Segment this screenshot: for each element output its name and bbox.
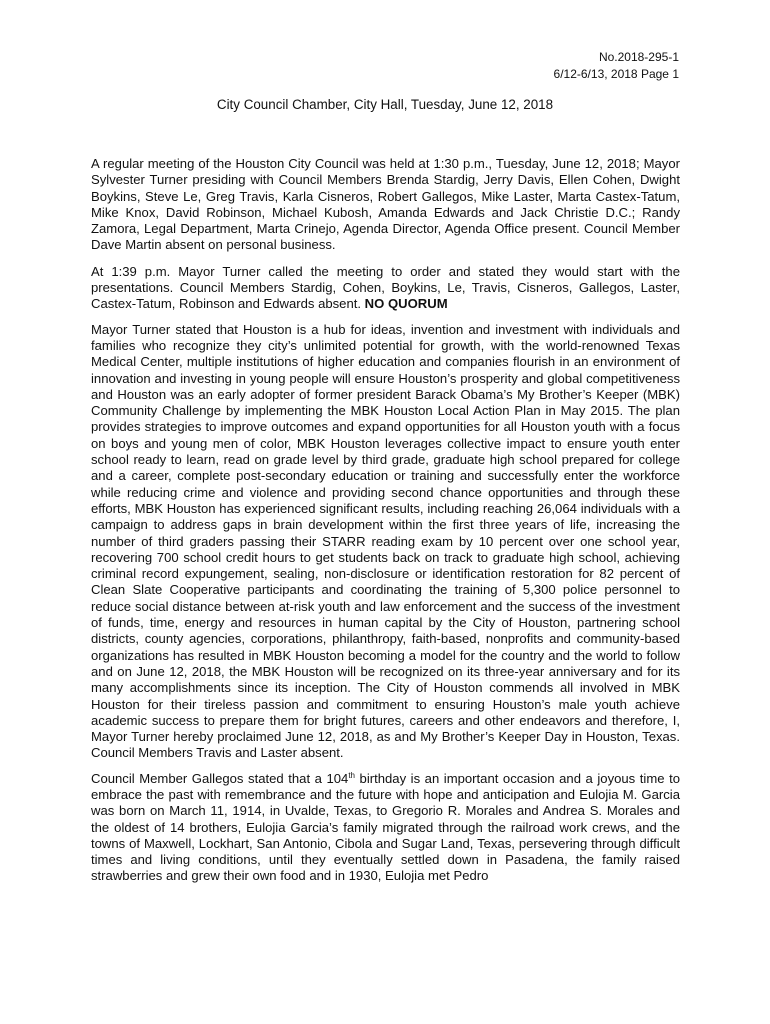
page-number: Page 1 bbox=[640, 67, 679, 81]
page-header bbox=[554, 49, 679, 83]
document-title: City Council Chamber, City Hall, Tuesday, June 12, 2018 bbox=[216, 97, 554, 112]
call-to-order-text: At 1:39 p.m. Mayor Turner called the meeting to order and stated they would start with the presentations. Council Members Stardig, Cohen, Boykins, Le, Travis, Cisneros, Gallegos, Laster, Castex-Tatum, Robinson and Edwards absent. bbox=[91, 263, 680, 312]
document-body bbox=[91, 156, 680, 894]
no-quorum-label: NO QUORUM bbox=[364, 296, 448, 312]
document-number: No.2018-295-1 bbox=[598, 50, 679, 64]
date-page-line bbox=[554, 66, 679, 83]
paragraph-mbk-proclamation: Mayor Turner stated that Houston is a hub for ideas, invention and investment with individuals and families who recognize they city’s unlimited potential for growth, with the world-renowned Texas Medical Center, multiple institutions of higher education and companies flourish in an environment of innovation and investing in young people will ensure Houston’s prosperity and global competitiveness and Houston was an early adopter of former president Barack Obama’s My Brother’s Keeper (MBK) Community Challenge by implementing the MBK Houston Local Action Plan in May 2015. The plan provides strategies to improve outcomes and expand opportunities for all Houston youth with a focus on boys and young men of color, MBK Houston leverages collective impact to ensure youth enter school ready to learn, read on grade level by third grade, graduate high school prepared for college and a career, complete post-secondary education or training and successfully enter the workforce while reducing crime and violence and providing second chance opportunities and through these efforts, MBK Houston has experienced significant results, including reaching 26,064 individuals with a campaign to address gaps in brain development within the first three years of life, increasing the number of third graders passing their STARR reading exam by 10 percent over one school year, recovering 700 school credit hours to get students back on track to graduate high school, achieving criminal record expungement, sealing, non-disclosure or identification restoration for 82 percent of Clean Slate Cooperative participants and coordinating the training of 5,300 police personnel to reduce social distance between at-risk youth and law enforcement and the success of the investment of funds, time, energy and resources in human capital by the City of Houston, partnering school districts, county agencies, corporations, philanthropy, faith-based, nonprofits and community-based organizations has resulted in MBK Houston becoming a model for the country and the world to follow and on June 12, 2018, the MBK Houston will be recognized on its three-year anniversary and for its many accomplishments since its inception. The City of Houston commends all involved in MBK Houston for their tireless passion and commitment to ensuring Houston’s male youth achieve academic success to prepare them for bright futures, careers and other endeavors and therefore, I, Mayor Turner hereby proclaimed June 12, 2018, as and My Brother’s Keeper Day in Houston, Texas. Council Members Travis and Laster absent. bbox=[91, 321, 680, 761]
paragraph-attendance: A regular meeting of the Houston City Council was held at 1:30 p.m., Tuesday, June 12, 2018; Mayor Sylvester Turner presiding with Council Members Brenda Stardig, Jerry Davis, Ellen Cohen, Dwight Boykins, Steve Le, Greg Travis, Karla Cisneros, Robert Gallegos, Mike Laster, Marta Castex-Tatum, Mike Knox, David Robinson, Michael Kubosh, Amanda Edwards and Jack Christie D.C.; Randy Zamora, Legal Department, Marta Crinejo, Agenda Director, Agenda Office present. Council Member Dave Martin absent on personal business. bbox=[91, 156, 680, 253]
ordinal-suffix: th bbox=[348, 770, 355, 780]
birthday-text-start: Council Member Gallegos stated that a 104 bbox=[91, 770, 349, 786]
birthday-text-rest: birthday is an important occasion and a joyous time to embrace the past with remembrance and the future with hope and anticipation and Eulojia M. Garcia was born on March 11, 1914, in Uvalde, Texas, to Gregorio R. Morales and Andrea S. Morales and the oldest of 14 brothers, Eulojia Garcia’s family migrated through the railroad work crews, and the towns of Maxwell, Lockhart, San Antonio, Cibola and Sugar Land, Texas, persevering through difficult times and living conditions, until they eventually settled down in Pasadena, the family raised strawberries and grew their own food and in 1930, Eulojia met Pedro bbox=[91, 770, 680, 884]
meeting-dates: 6/12-6/13, 2018 bbox=[553, 67, 638, 81]
paragraph-call-to-order bbox=[91, 264, 680, 313]
paragraph-birthday bbox=[91, 771, 680, 885]
